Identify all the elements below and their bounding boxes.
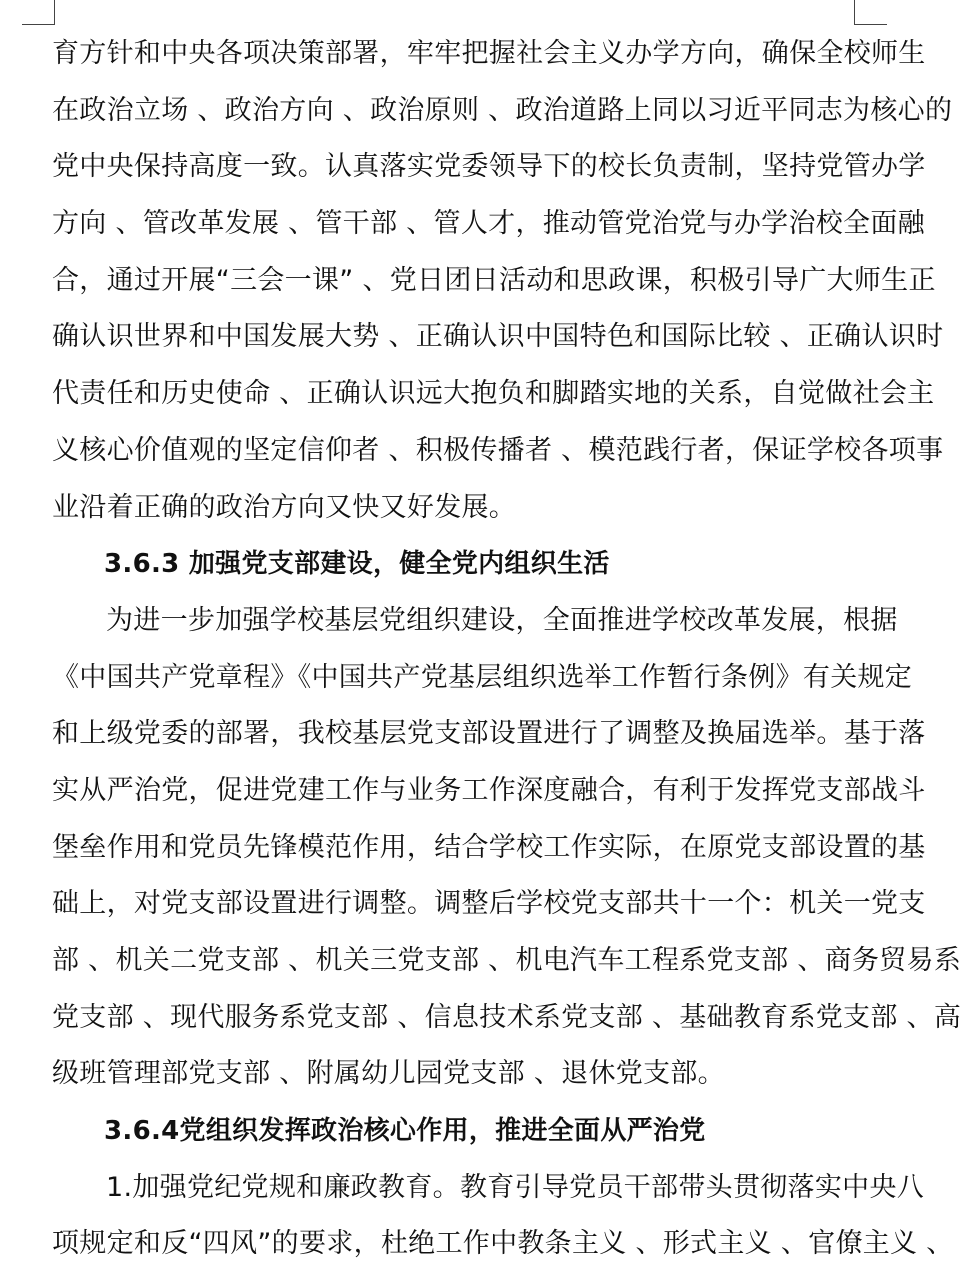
paragraph-line: 确认识世界和中国发展大势 、正确认识中国特色和国际比较 、正确认识时 [52, 321, 944, 353]
crop-mark-top-right [854, 0, 887, 25]
paragraph-line: 业沿着正确的政治方向又快又好发展。 [52, 491, 517, 523]
paragraph-line: 合，通过开展“三会一课” 、党日团日活动和思政课，积极引导广大师生正 [52, 264, 936, 296]
paragraph-line: 实从严治党，促进党建工作与业务工作深度融合，有利于发挥党支部战斗 [52, 774, 926, 806]
paragraph-line: 1.加强党纪党规和廉政教育。教育引导党员干部带头贯彻落实中央八 [106, 1171, 925, 1203]
document-body [52, 26, 961, 1273]
section-heading-3-6-3: 3.6.3 加强党支部建设，健全党内组织生活 [104, 549, 610, 580]
paragraph-line: 《中国共产党章程》《中国共产党基层组织选举工作暂行条例》有关规定 [52, 661, 913, 693]
paragraph-line: 部 、机关二党支部 、机关三党支部 、机电汽车工程系党支部 、商务贸易系 [52, 945, 961, 976]
paragraph-line: 项规定和反“四风”的要求，杜绝工作中教条主义 、形式主义 、官僚主义 、 [52, 1228, 954, 1260]
paragraph-line: 代责任和历史使命 、正确认识远大抱负和脚踏实地的关系，自觉做社会主 [52, 378, 935, 410]
paragraph-line: 堡垒作用和党员先锋模范作用，结合学校工作实际，在原党支部设置的基 [52, 831, 926, 863]
paragraph-line: 在政治立场 、政治方向 、政治原则 、政治道路上同以习近平同志为核心的 [52, 94, 953, 126]
section-heading-3-6-4: 3.6.4党组织发挥政治核心作用，推进全面从严治党 [104, 1116, 706, 1147]
paragraph-line: 为进一步加强学校基层党组织建设，全面推进学校改革发展，根据 [106, 604, 898, 636]
crop-mark-top-left [22, 0, 55, 25]
paragraph-line: 方向 、管改革发展 、管干部 、管人才，推动管党治党与办学治校全面融 [52, 208, 925, 240]
paragraph-line: 础上，对党支部设置进行调整。调整后学校党支部共十一个：机关一党支 [52, 888, 926, 920]
paragraph-line: 党中央保持高度一致。认真落实党委领导下的校长负责制，坚持党管办学 [52, 151, 926, 183]
paragraph-line: 义核心价值观的坚定信仰者 、积极传播者 、模范践行者，保证学校各项事 [52, 434, 944, 466]
paragraph-line: 党支部 、现代服务系党支部 、信息技术系党支部 、基础教育系党支部 、高 [52, 1001, 961, 1033]
paragraph-line: 级班管理部党支部 、附属幼儿园党支部 、退休党支部。 [52, 1058, 725, 1090]
paragraph-line: 育方针和中央各项决策部署，牢牢把握社会主义办学方向，确保全校师生 [52, 38, 926, 69]
paragraph-line: 和上级党委的部署，我校基层党支部设置进行了调整及换届选举。基于落 [52, 718, 926, 750]
